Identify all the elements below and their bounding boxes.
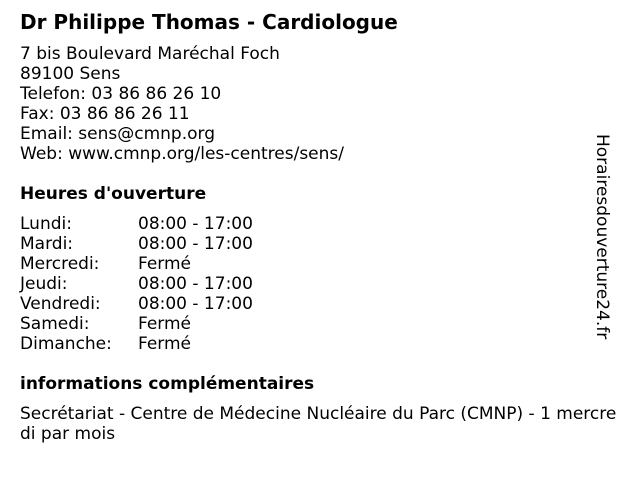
time-value: Fermé xyxy=(138,334,192,354)
email-line: Email: sens@cmnp.org xyxy=(20,124,216,144)
hours-row-thursday xyxy=(20,274,253,294)
day-label: Dimanche: xyxy=(20,334,112,354)
info-text: Secrétariat - Centre de Médecine Nucléaire du Parc (CMNP) - 1 mercredi par mois xyxy=(20,404,617,444)
day-label: Mardi: xyxy=(20,234,74,254)
day-label: Lundi: xyxy=(20,214,72,234)
watermark-text: Horairesdouverture24.fr xyxy=(592,134,612,340)
hours-row-monday xyxy=(20,214,253,234)
hours-row-sunday xyxy=(20,334,253,354)
day-label: Vendredi: xyxy=(20,294,101,314)
hours-row-friday xyxy=(20,294,253,314)
time-value: 08:00 - 17:00 xyxy=(138,294,253,314)
hours-row-tuesday xyxy=(20,234,253,254)
address-line-street: 7 bis Boulevard Maréchal Foch xyxy=(20,44,280,64)
hours-row-saturday xyxy=(20,314,253,334)
contact-block xyxy=(20,44,344,164)
time-value: 08:00 - 17:00 xyxy=(138,234,253,254)
info-heading: informations complémentaires xyxy=(20,374,315,394)
day-label: Mercredi: xyxy=(20,254,100,274)
hours-heading: Heures d'ouverture xyxy=(20,184,207,204)
phone-line: Telefon: 03 86 86 26 10 xyxy=(20,84,222,104)
fax-line: Fax: 03 86 86 26 11 xyxy=(20,104,190,124)
page-title: Dr Philippe Thomas - Cardiologue xyxy=(20,10,398,34)
opening-hours-table xyxy=(20,214,253,354)
address-line-city: 89100 Sens xyxy=(20,64,121,84)
day-label: Jeudi: xyxy=(20,274,68,294)
time-value: Fermé xyxy=(138,314,192,334)
web-line: Web: www.cmnp.org/les-centres/sens/ xyxy=(20,144,344,164)
time-value: 08:00 - 17:00 xyxy=(138,274,253,294)
day-label: Samedi: xyxy=(20,314,90,334)
hours-row-wednesday xyxy=(20,254,253,274)
time-value: Fermé xyxy=(138,254,192,274)
time-value: 08:00 - 17:00 xyxy=(138,214,253,234)
